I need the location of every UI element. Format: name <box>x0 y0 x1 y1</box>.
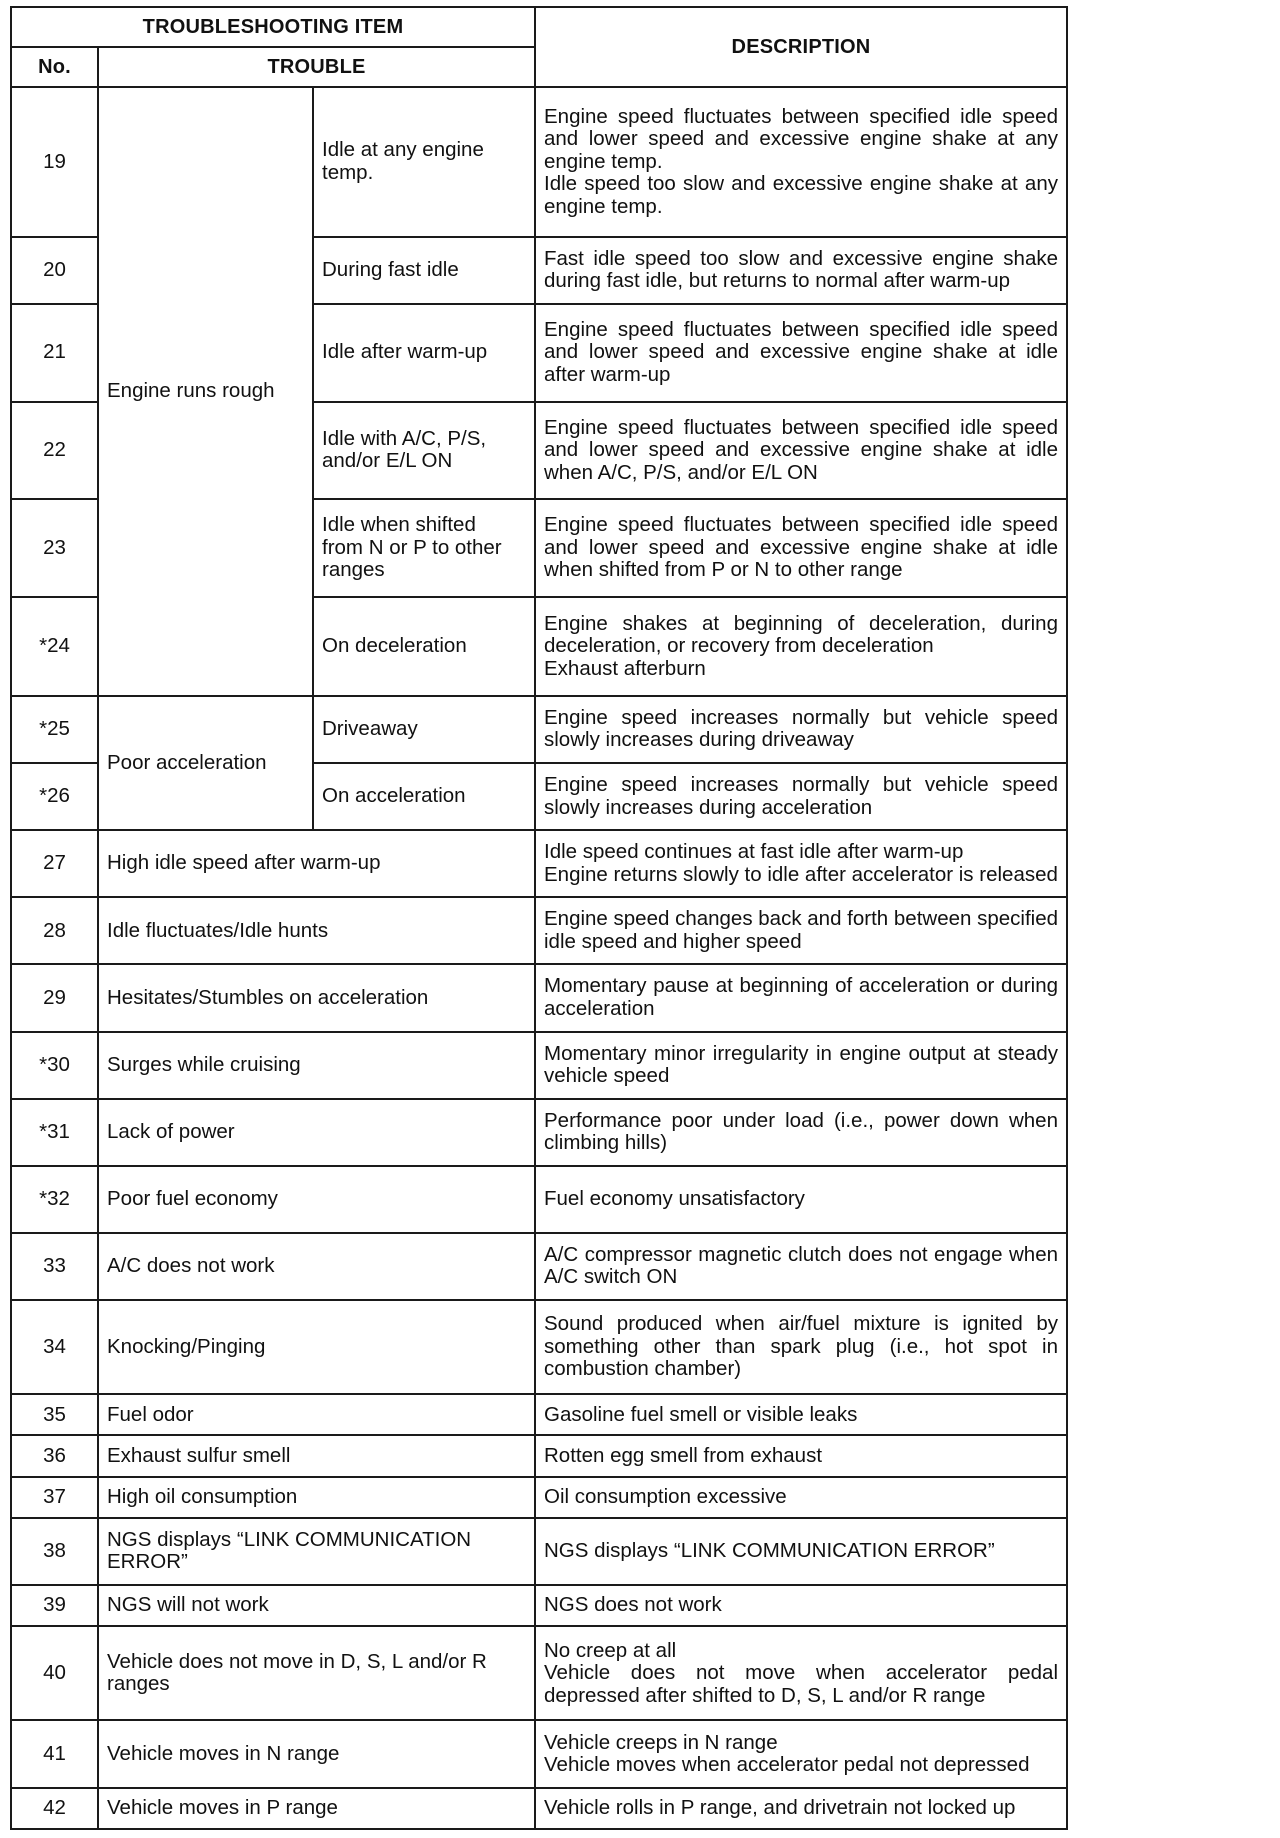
table-row <box>11 1435 1067 1476</box>
group-poor-acceleration: Poor acceleration <box>98 696 313 830</box>
table-row <box>11 964 1067 1031</box>
row-number: *24 <box>11 597 98 696</box>
description-cell: Engine speed increases normally but vehicle speed slowly increases during driveaway <box>535 696 1067 763</box>
row-number: 36 <box>11 1435 98 1476</box>
table-row <box>11 1300 1067 1394</box>
row-number: 29 <box>11 964 98 1031</box>
row-number: 35 <box>11 1394 98 1435</box>
troubleshooting-table <box>10 6 1068 1830</box>
description-cell: Sound produced when air/fuel mixture is ignited by something other than spark plug (i.e., hot spot in combustion chamber) <box>535 1300 1067 1394</box>
description-cell: NGS displays “LINK COMMUNICATION ERROR” <box>535 1518 1067 1585</box>
trouble-cell: Vehicle moves in N range <box>98 1720 535 1787</box>
description-cell: Vehicle rolls in P range, and drivetrain not locked up <box>535 1788 1067 1829</box>
trouble-cell: Poor fuel economy <box>98 1166 535 1233</box>
group-engine-runs-rough: Engine runs rough <box>98 87 313 696</box>
trouble-cell: Idle fluctuates/Idle hunts <box>98 897 535 964</box>
description-cell: Performance poor under load (i.e., power down when climbing hills) <box>535 1099 1067 1166</box>
table-row <box>11 1233 1067 1300</box>
description-cell: Momentary minor irregularity in engine output at steady vehicle speed <box>535 1032 1067 1099</box>
table-row <box>11 1166 1067 1233</box>
table-row <box>11 830 1067 897</box>
row-number: *30 <box>11 1032 98 1099</box>
row-number: 34 <box>11 1300 98 1394</box>
row-number: 21 <box>11 304 98 402</box>
table-row <box>11 1720 1067 1787</box>
row-number: *26 <box>11 763 98 830</box>
trouble-cell: High oil consumption <box>98 1477 535 1518</box>
row-number: 28 <box>11 897 98 964</box>
description-cell: Engine shakes at beginning of deceleration, during deceleration, or recovery from deceleration Exhaust afterburn <box>535 597 1067 696</box>
description-header: DESCRIPTION <box>535 7 1067 87</box>
trouble-header: TROUBLE <box>98 47 535 87</box>
description-cell: Gasoline fuel smell or visible leaks <box>535 1394 1067 1435</box>
table-row <box>11 87 1067 237</box>
description-cell: Momentary pause at beginning of acceleration or during acceleration <box>535 964 1067 1031</box>
row-number: 39 <box>11 1585 98 1626</box>
table-row <box>11 1788 1067 1829</box>
table-row <box>11 1394 1067 1435</box>
table-row <box>11 1099 1067 1166</box>
trouble-cell: Lack of power <box>98 1099 535 1166</box>
trouble-cell: Vehicle moves in P range <box>98 1788 535 1829</box>
description-cell: Rotten egg smell from exhaust <box>535 1435 1067 1476</box>
description-cell: Engine speed fluctuates between specified idle speed and lower speed and excessive engine shake at idle when shifted from P or N to other range <box>535 499 1067 597</box>
row-number: *25 <box>11 696 98 763</box>
description-cell: NGS does not work <box>535 1585 1067 1626</box>
trouble-cell: Driveaway <box>313 696 535 763</box>
description-cell: Engine speed fluctuates between specified idle speed and lower speed and excessive engine shake at idle after warm-up <box>535 304 1067 402</box>
description-cell: Fast idle speed too slow and excessive engine shake during fast idle, but returns to normal after warm-up <box>535 237 1067 304</box>
trouble-cell: On deceleration <box>313 597 535 696</box>
row-number: 40 <box>11 1626 98 1720</box>
row-number: *32 <box>11 1166 98 1233</box>
troubleshooting-document <box>10 6 1066 1830</box>
row-number: *31 <box>11 1099 98 1166</box>
description-cell: Engine speed fluctuates between specified idle speed and lower speed and excessive engine shake at idle when A/C, P/S, and/or E/L ON <box>535 402 1067 500</box>
trouble-cell: On acceleration <box>313 763 535 830</box>
trouble-cell: Hesitates/Stumbles on acceleration <box>98 964 535 1031</box>
trouble-cell: Idle after warm-up <box>313 304 535 402</box>
trouble-cell: Fuel odor <box>98 1394 535 1435</box>
row-number: 22 <box>11 402 98 500</box>
table-row <box>11 1477 1067 1518</box>
trouble-cell: NGS displays “LINK COMMUNICATION ERROR” <box>98 1518 535 1585</box>
trouble-cell: Vehicle does not move in D, S, L and/or R ranges <box>98 1626 535 1720</box>
row-number: 33 <box>11 1233 98 1300</box>
table-row <box>11 1626 1067 1720</box>
trouble-cell: Exhaust sulfur smell <box>98 1435 535 1476</box>
row-number: 42 <box>11 1788 98 1829</box>
description-cell: No creep at all Vehicle does not move when accelerator pedal depressed after shifted to D, S, L and/or R range <box>535 1626 1067 1720</box>
trouble-cell: Surges while cruising <box>98 1032 535 1099</box>
troubleshooting-item-header: TROUBLESHOOTING ITEM <box>11 7 535 47</box>
table-row <box>11 696 1067 763</box>
table-row <box>11 897 1067 964</box>
row-number: 37 <box>11 1477 98 1518</box>
description-cell: Vehicle creeps in N range Vehicle moves when accelerator pedal not depressed <box>535 1720 1067 1787</box>
description-cell: Fuel economy unsatisfactory <box>535 1166 1067 1233</box>
trouble-cell: High idle speed after warm-up <box>98 830 535 897</box>
description-cell: Oil consumption excessive <box>535 1477 1067 1518</box>
description-cell: Engine speed changes back and forth between specified idle speed and higher speed <box>535 897 1067 964</box>
trouble-cell: Idle with A/C, P/S, and/or E/L ON <box>313 402 535 500</box>
table-row <box>11 1518 1067 1585</box>
trouble-cell: NGS will not work <box>98 1585 535 1626</box>
description-cell: Engine speed fluctuates between specified idle speed and lower speed and excessive engine shake at any engine temp. Idle speed too slow and excessive engine shake at any engine temp. <box>535 87 1067 237</box>
table-row <box>11 1032 1067 1099</box>
trouble-cell: During fast idle <box>313 237 535 304</box>
header-row <box>11 7 1067 47</box>
row-number: 19 <box>11 87 98 237</box>
trouble-cell: Idle at any engine temp. <box>313 87 535 237</box>
row-number: 20 <box>11 237 98 304</box>
description-cell: Idle speed continues at fast idle after warm-up Engine returns slowly to idle after accelerator is released <box>535 830 1067 897</box>
description-cell: Engine speed increases normally but vehicle speed slowly increases during acceleration <box>535 763 1067 830</box>
row-number: 41 <box>11 1720 98 1787</box>
trouble-cell: Idle when shifted from N or P to other ranges <box>313 499 535 597</box>
row-number: 38 <box>11 1518 98 1585</box>
trouble-cell: A/C does not work <box>98 1233 535 1300</box>
description-cell: A/C compressor magnetic clutch does not engage when A/C switch ON <box>535 1233 1067 1300</box>
table-row <box>11 1585 1067 1626</box>
row-number: 23 <box>11 499 98 597</box>
trouble-cell: Knocking/Pinging <box>98 1300 535 1394</box>
row-number: 27 <box>11 830 98 897</box>
no-header: No. <box>11 47 98 87</box>
